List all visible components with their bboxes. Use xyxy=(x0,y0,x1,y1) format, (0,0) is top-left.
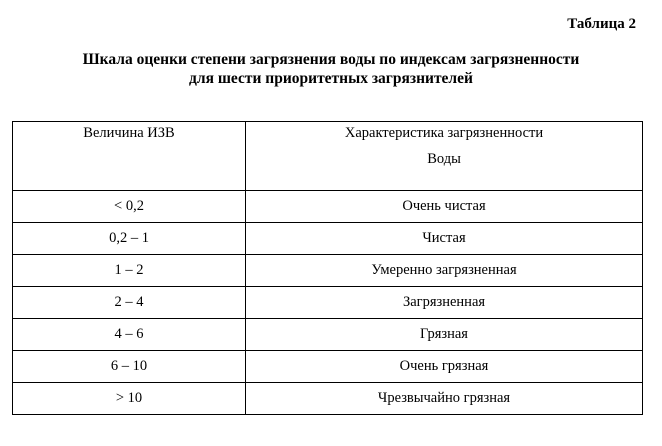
pollution-class: Грязная xyxy=(246,319,643,351)
table-row xyxy=(13,319,643,351)
pollution-class: Умеренно загрязненная xyxy=(246,255,643,287)
table-row xyxy=(13,223,643,255)
table-row xyxy=(13,351,643,383)
header-izv-text: Величина ИЗВ xyxy=(83,125,175,141)
pollution-class: Очень чистая xyxy=(246,191,643,223)
izv-value: > 10 xyxy=(13,383,246,415)
table-row xyxy=(13,383,643,415)
title-line-2: для шести приоритетных загрязнителей xyxy=(189,70,473,87)
izv-value: 1 – 2 xyxy=(13,255,246,287)
izv-value: < 0,2 xyxy=(13,191,246,223)
table-row xyxy=(13,287,643,319)
izv-value: 0,2 – 1 xyxy=(13,223,246,255)
header-characteristic xyxy=(246,122,643,191)
izv-value: 6 – 10 xyxy=(13,351,246,383)
pollution-class: Чрезвычайно грязная xyxy=(246,383,643,415)
pollution-class: Чистая xyxy=(246,223,643,255)
table-header-row xyxy=(13,122,643,191)
izv-value: 2 – 4 xyxy=(13,287,246,319)
pollution-scale-table xyxy=(12,121,643,415)
title-line-1: Шкала оценки степени загрязнения воды по индексам загрязненности xyxy=(82,51,580,68)
header-characteristic-line2: Воды xyxy=(427,151,461,167)
table-number: Таблица 2 xyxy=(567,16,636,32)
table-row xyxy=(13,255,643,287)
table-row xyxy=(13,191,643,223)
header-characteristic-line1: Характеристика загрязненности xyxy=(344,125,544,141)
pollution-class: Очень грязная xyxy=(246,351,643,383)
header-izv xyxy=(13,122,246,191)
izv-value: 4 – 6 xyxy=(13,319,246,351)
pollution-class: Загрязненная xyxy=(246,287,643,319)
table-title xyxy=(0,50,662,88)
